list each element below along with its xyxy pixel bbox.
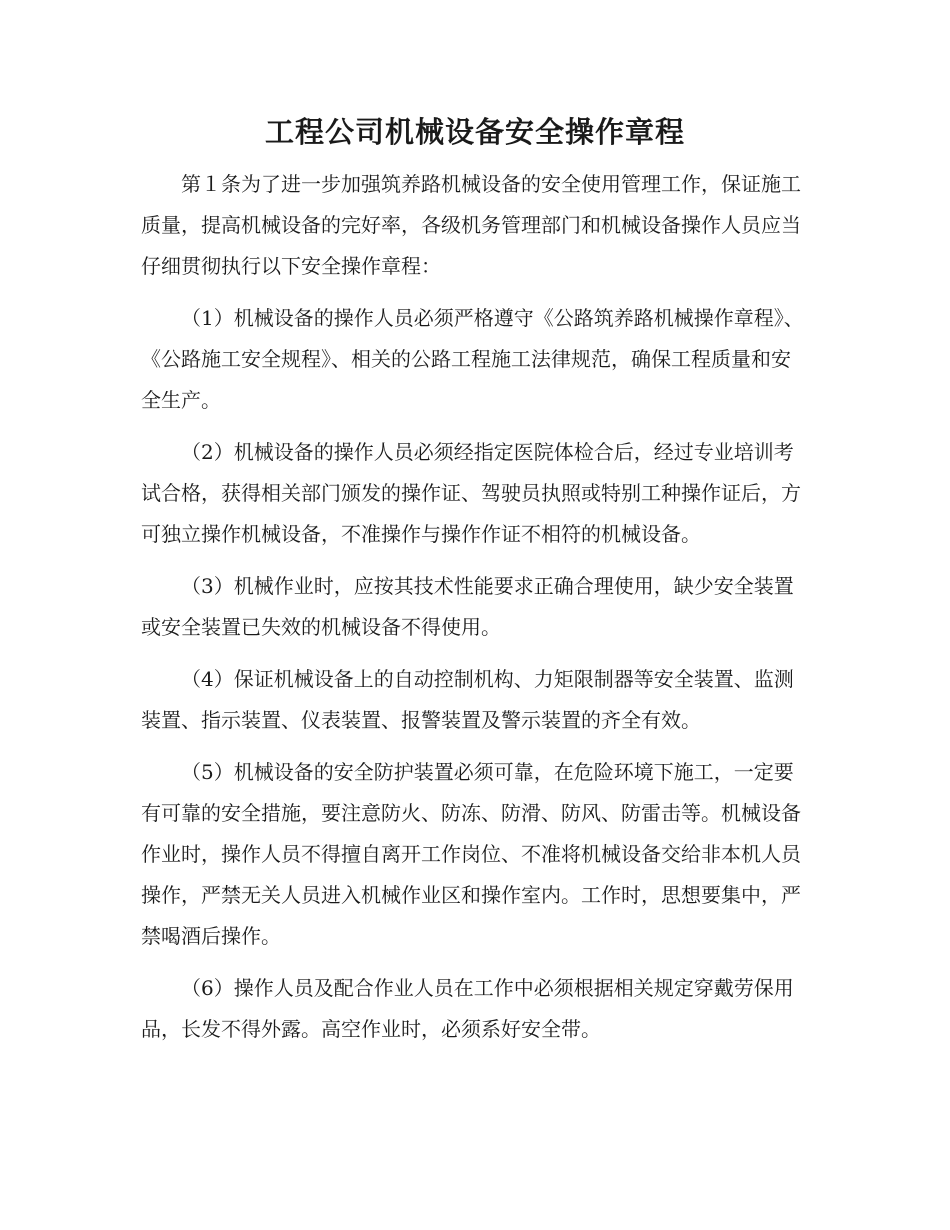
paragraph-item-6: （6）操作人员及配合作业人员在工作中必须根据相关规定穿戴劳保用品，长发不得外露。高空作业时，必须系好安全带。 [141,976,794,1041]
paragraph-item-2: （2）机械设备的操作人员必须经指定医院体检合后，经过专业培训考试合格，获得相关部门颁发的操作证、驾驶员执照或特别工种操作证后，方可独立操作机械设备，不准操作与操作作证不相符的机械设备。 [141,440,801,546]
paragraph-item-4: （4）保证机械设备上的自动控制机构、力矩限制器等安全装置、监测装置、指示装置、仪表装置、报警装置及警示装置的齐全有效。 [141,667,794,732]
document-title: 工程公司机械设备安全操作章程 [264,115,685,149]
paragraph-item-5: （5）机械设备的安全防护装置必须可靠，在危险环境下施工，一定要有可靠的安全措施，要注意防火、防冻、防滑、防风、防雷击等。机械设备作业时，操作人员不得擅自离开工作岗位、不准将机械设备交给非本机人员操作，严禁无关人员进入机械作业区和操作室内。工作时，思想要集中，严禁喝酒后操作。 [141,760,801,948]
paragraph-item-3: （3）机械作业时，应按其技术性能要求正确合理使用，缺少安全装置或安全装置已失效的机械设备不得使用。 [141,574,794,639]
paragraph-article-1: 第１条为了进一步加强筑养路机械设备的安全使用管理工作，保证施工质量，提高机械设备的完好率，各级机务管理部门和机械设备操作人员应当仔细贯彻执行以下安全操作章程： [141,172,801,278]
document-body [141,164,809,1050]
paragraph-item-1: （1）机械设备的操作人员必须严格遵守《公路筑养路机械操作章程》、《公路施工安全规程》、相关的公路工程施工法律规范，确保工程质量和安全生产。 [141,306,804,412]
